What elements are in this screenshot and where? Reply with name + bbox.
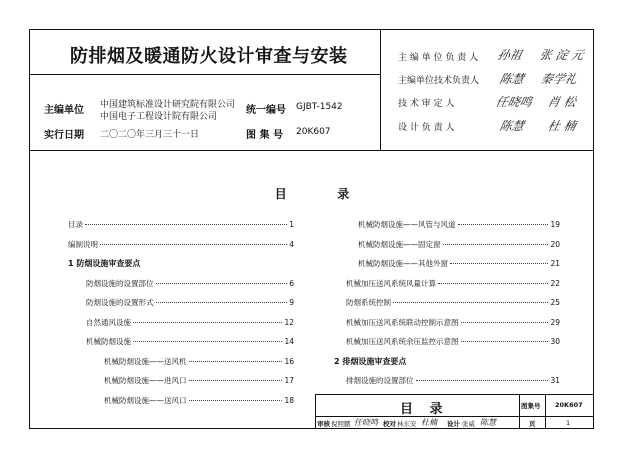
- toc-leader-dots: [461, 341, 549, 342]
- toc-entry-page: 22: [550, 278, 560, 288]
- toc-leader-dots: [133, 322, 282, 323]
- titleblock-designer-sig: 陈慧: [480, 418, 496, 427]
- responsible-role-3: 技 术 审 定 人: [398, 99, 455, 109]
- toc-leader-dots: [416, 380, 549, 381]
- toc-leader-dots: [189, 400, 283, 401]
- responsible-sig-2b: 秦学礼: [539, 72, 579, 86]
- toc-entry-page: 25: [550, 298, 560, 307]
- responsible-sig-1a: 孙祖: [496, 48, 524, 62]
- titleblock-atlas-divider-2: [545, 394, 546, 429]
- toc-title-char-1: 目: [274, 187, 287, 201]
- toc-entry: [104, 375, 294, 386]
- impl-date-label: 实行日期: [44, 130, 84, 141]
- toc-entry-title: 机械加压送风系统风量计算: [346, 278, 436, 288]
- toc-title: [0, 185, 624, 202]
- toc-leader-dots: [156, 302, 288, 303]
- toc-leader-dots: [189, 380, 283, 381]
- responsible-sig-3a: 任晓鸣: [494, 95, 534, 109]
- toc-entry-page: 9: [289, 298, 294, 307]
- titleblock-checker-sig: 杜楠: [421, 418, 437, 427]
- toc-entry-title: 机械防烟设施——送风机: [104, 356, 187, 366]
- chief-unit-1: 中国建筑标准设计研究院有限公司: [100, 100, 236, 110]
- toc-title-char-2: 录: [337, 187, 350, 201]
- toc-entry-page: 12: [284, 317, 294, 327]
- titleblock-page-no: 1: [566, 419, 571, 427]
- toc-entry-page: 20: [550, 239, 560, 249]
- toc-entry: [334, 356, 560, 367]
- toc-entry-title: 机械防烟设施——风管与风道: [358, 220, 456, 229]
- toc-entry: [346, 375, 560, 386]
- toc-entry: [358, 219, 560, 230]
- toc-entry: [346, 297, 560, 308]
- toc-entry-title: 机械防烟设施——固定窗: [358, 239, 441, 249]
- toc-entry-title: 机械防烟设施: [86, 337, 131, 346]
- toc-entry: [86, 336, 294, 347]
- toc-entry-title: 机械防烟设施——其他外窗: [358, 259, 448, 268]
- toc-leader-dots: [85, 224, 287, 225]
- toc-entry: [86, 317, 294, 328]
- toc-entry: [86, 278, 294, 289]
- titleblock-check-label: 校对: [383, 420, 396, 428]
- titleblock-checker: 林东安: [397, 420, 417, 428]
- toc-leader-dots: [450, 263, 548, 264]
- chief-unit-label: 主编单位: [44, 105, 84, 116]
- toc-leader-dots: [458, 224, 549, 225]
- titleblock-atlas-no: 20K607: [555, 401, 583, 409]
- titleblock-design-label: 设计: [447, 420, 460, 428]
- titleblock-designer: 张威: [462, 420, 475, 428]
- chief-unit-2: 中国电子工程设计院有限公司: [100, 112, 218, 122]
- responsible-role-4: 设 计 负 责 人: [398, 123, 455, 133]
- responsible-sig-3b: 肖 松: [546, 95, 578, 109]
- toc-entry-page: 19: [550, 220, 560, 229]
- toc-entry-title: 机械加压送风系统联动控制示意图: [346, 317, 459, 327]
- atlas-label: 图 集 号: [246, 130, 283, 141]
- titleblock-atlas-divider: [519, 394, 520, 429]
- toc-leader-dots: [461, 322, 549, 323]
- toc-entry-title: 防烟系统控制: [346, 298, 391, 307]
- toc-entry-page: 18: [284, 395, 294, 405]
- responsible-sig-4b: 杜 楠: [546, 119, 578, 133]
- toc-entry: [68, 258, 294, 269]
- toc-entry-page: 1: [289, 220, 294, 229]
- responsible-sig-4a: 陈慧: [498, 119, 526, 133]
- titleblock-left-rule: [315, 394, 316, 429]
- toc-leader-dots: [156, 283, 288, 284]
- toc-entry-title: 机械防烟设施——送风口: [104, 395, 187, 405]
- toc-entry: [68, 219, 294, 230]
- toc-entry-title: 防烟设施的设置形式: [86, 298, 154, 307]
- responsible-sig-1b: 张 淀 元: [538, 48, 586, 62]
- toc-entry: [346, 336, 560, 347]
- page-title: 防排烟及暖通防火设计审查与安装: [70, 46, 348, 67]
- toc-entry-title: 1 防烟设施审查要点: [68, 259, 141, 268]
- toc-entry-page: 14: [284, 337, 294, 346]
- toc-leader-dots: [133, 341, 282, 342]
- toc-entry-page: 17: [284, 376, 294, 385]
- toc-entry: [346, 317, 560, 328]
- toc-leader-dots: [100, 244, 287, 245]
- toc-entry-page: 4: [289, 239, 294, 249]
- titleblock-atlas-label: 图集号: [521, 402, 541, 410]
- responsible-sig-2a: 陈慧: [498, 72, 526, 86]
- titleblock-review-label: 审核: [317, 420, 330, 428]
- toc-entry-page: 31: [550, 376, 560, 385]
- responsible-role-2: 主编单位技术负责人: [398, 76, 480, 86]
- toc-entry-page: 21: [550, 259, 560, 268]
- toc-entry: [358, 258, 560, 269]
- toc-entry-title: 排烟设施的设置部位: [346, 376, 414, 385]
- toc-entry: [86, 297, 294, 308]
- toc-entry-page: 29: [550, 317, 560, 327]
- toc-entry: [346, 278, 560, 289]
- code-label: 统一编号: [246, 105, 286, 116]
- toc-entry-title: 目录: [68, 220, 83, 229]
- toc-entry: [104, 356, 294, 367]
- toc-entry-title: 编制说明: [68, 239, 98, 249]
- code-value: GJBT-1542: [296, 102, 343, 112]
- titleblock-top-rule: [315, 394, 594, 395]
- toc-entry-title: 防烟设施的设置部位: [86, 278, 154, 288]
- titleblock-page-label: 页: [529, 420, 536, 428]
- toc-entry-title: 2 排烟设施审查要点: [334, 356, 407, 366]
- toc-entry-title: 自然通风设施: [86, 317, 131, 327]
- header-divider: [380, 29, 381, 150]
- toc-leader-dots: [438, 283, 548, 284]
- header-bottom-rule: [29, 150, 594, 151]
- toc-entry-page: 30: [550, 337, 560, 346]
- impl-date: 二〇二〇年三月三十一日: [100, 130, 200, 140]
- toc-leader-dots: [393, 302, 548, 303]
- responsible-role-1: 主 编 单 位 负 责 人: [398, 53, 479, 63]
- toc-entry-title: 机械加压送风系统余压监控示意图: [346, 337, 459, 346]
- toc-entry-title: 机械防烟设施——进风口: [104, 376, 187, 385]
- toc-entry-page: 6: [289, 278, 294, 288]
- titleblock-name: 目 录: [400, 402, 449, 417]
- atlas-value: 20K607: [296, 127, 331, 137]
- toc-entry: [68, 239, 294, 250]
- toc-entry-page: 16: [284, 356, 294, 366]
- title-underline: [29, 74, 380, 75]
- titleblock-reviewer-sig: 任晓鸣: [354, 418, 378, 427]
- titleblock-reviewer: 倪照鹏: [331, 420, 351, 428]
- toc-entry: [358, 239, 560, 250]
- toc-leader-dots: [189, 361, 283, 362]
- toc-leader-dots: [443, 244, 549, 245]
- toc-entry: [104, 395, 294, 406]
